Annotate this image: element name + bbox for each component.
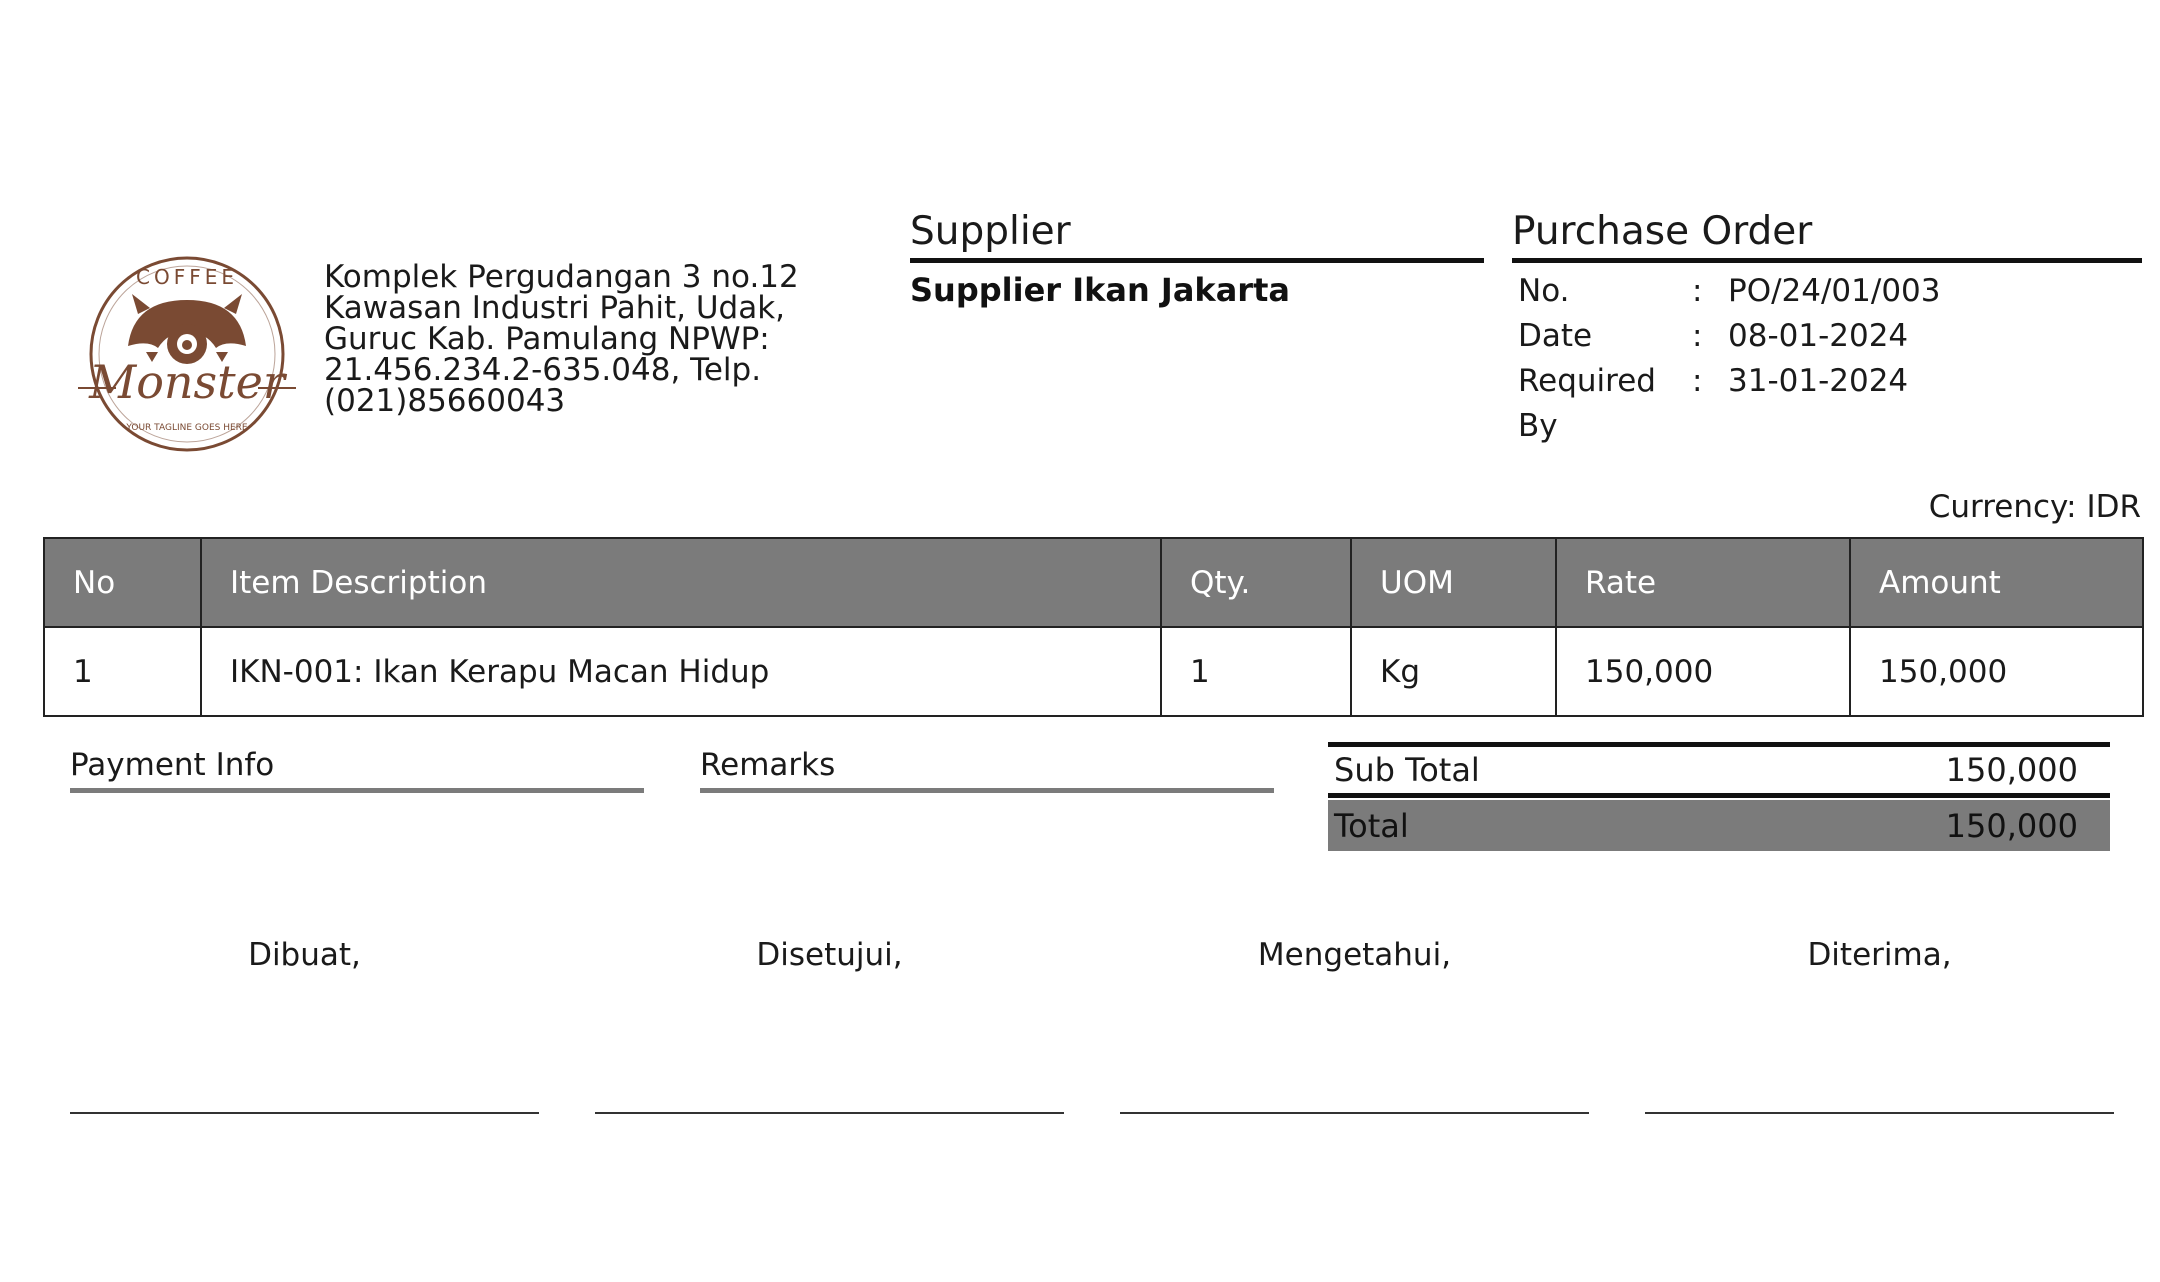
signature-diterima bbox=[1645, 930, 2114, 1114]
po-field-colon: : bbox=[1692, 363, 1703, 399]
address-line: Guruc Kab. Pamulang NPWP: bbox=[324, 321, 770, 357]
address-line: Kawasan Industri Pahit, Udak, bbox=[324, 290, 786, 326]
column-header-qty: Qty. bbox=[1161, 538, 1351, 627]
column-header-amount: Amount bbox=[1850, 538, 2143, 627]
po-field-colon: : bbox=[1692, 318, 1703, 354]
signature-line bbox=[70, 1112, 539, 1114]
signature-mengetahui bbox=[1120, 930, 1589, 1114]
items-table bbox=[43, 537, 2144, 717]
table-header-row bbox=[44, 538, 2143, 627]
svg-text:Monster: Monster bbox=[89, 355, 285, 409]
cell-item-description: IKN-001: Ikan Kerapu Macan Hidup bbox=[201, 627, 1161, 716]
po-number-value: PO/24/01/003 bbox=[1728, 273, 1941, 309]
svg-text:YOUR TAGLINE GOES HERE: YOUR TAGLINE GOES HERE bbox=[126, 423, 248, 433]
remarks-section bbox=[700, 744, 1274, 793]
payment-info-heading: Payment Info bbox=[70, 744, 644, 793]
table-row bbox=[44, 627, 2143, 716]
cell-qty: 1 bbox=[1161, 627, 1351, 716]
address-line: 21.456.234.2-635.048, Telp. bbox=[324, 352, 762, 388]
signature-line bbox=[595, 1112, 1064, 1114]
svg-text:COFFEE: COFFEE bbox=[136, 265, 238, 289]
payment-info-section bbox=[70, 744, 644, 793]
coffee-monster-logo bbox=[76, 248, 298, 464]
signature-line bbox=[1120, 1112, 1589, 1114]
total-label: Total bbox=[1334, 806, 1409, 845]
po-field-label: Required By bbox=[1518, 363, 1656, 444]
signature-dibuat bbox=[70, 930, 539, 1114]
cell-rate: 150,000 bbox=[1556, 627, 1850, 716]
po-number-row bbox=[1512, 269, 2142, 314]
sub-total-row bbox=[1328, 742, 2110, 798]
currency-label: Currency: IDR bbox=[1928, 489, 2141, 525]
po-required-by-value: 31-01-2024 bbox=[1728, 363, 1909, 399]
column-header-item-description: Item Description bbox=[201, 538, 1161, 627]
signature-label: Diterima, bbox=[1807, 937, 1952, 973]
totals-section bbox=[1328, 742, 2110, 851]
column-header-uom: UOM bbox=[1351, 538, 1556, 627]
cell-uom: Kg bbox=[1351, 627, 1556, 716]
sub-total-value: 150,000 bbox=[1945, 751, 2078, 789]
signature-disetujui bbox=[595, 930, 1064, 1114]
po-date-value: 08-01-2024 bbox=[1728, 318, 1909, 354]
cell-amount: 150,000 bbox=[1850, 627, 2143, 716]
column-header-no: No bbox=[44, 538, 201, 627]
remarks-heading: Remarks bbox=[700, 744, 1274, 793]
address-line: (021)85660043 bbox=[324, 383, 566, 419]
total-value: 150,000 bbox=[1945, 806, 2078, 845]
po-field-label: Date bbox=[1518, 318, 1593, 354]
purchase-order-heading: Purchase Order bbox=[1512, 208, 2142, 263]
purchase-order-section bbox=[1512, 208, 2142, 449]
po-date-row bbox=[1512, 314, 2142, 359]
po-field-colon: : bbox=[1692, 273, 1703, 309]
supplier-heading: Supplier bbox=[910, 208, 1484, 263]
sub-total-label: Sub Total bbox=[1334, 751, 1480, 789]
address-line: Komplek Pergudangan 3 no.12 bbox=[324, 259, 799, 295]
company-address bbox=[324, 259, 844, 419]
column-header-rate: Rate bbox=[1556, 538, 1850, 627]
supplier-name: Supplier Ikan Jakarta bbox=[910, 271, 1290, 309]
total-row bbox=[1328, 800, 2110, 851]
supplier-section bbox=[910, 208, 1484, 309]
cell-no: 1 bbox=[44, 627, 201, 716]
po-field-label: No. bbox=[1518, 273, 1570, 309]
signature-line bbox=[1645, 1112, 2114, 1114]
signature-label: Disetujui, bbox=[756, 937, 903, 973]
signature-label: Mengetahui, bbox=[1257, 937, 1452, 973]
signature-label: Dibuat, bbox=[248, 937, 361, 973]
signature-section bbox=[70, 930, 2110, 1114]
po-required-by-row bbox=[1512, 359, 2142, 449]
